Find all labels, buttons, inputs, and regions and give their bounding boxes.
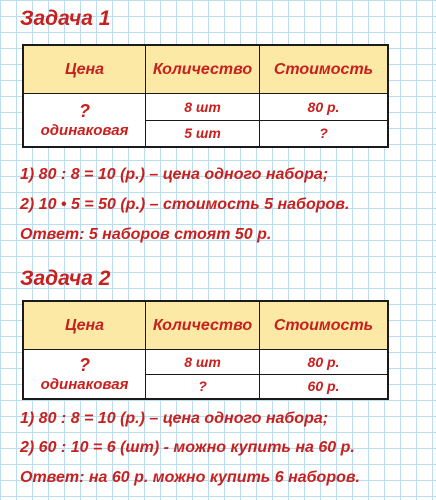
price-cell xyxy=(24,94,146,146)
price-word: одинаковая xyxy=(40,375,129,393)
task2-title: Задача 2 xyxy=(20,267,111,290)
cost-cell xyxy=(260,94,387,146)
price-word: одинаковая xyxy=(40,121,129,139)
task1-title: Задача 1 xyxy=(20,7,111,30)
task2-step-1: 1) 80 : 8 = 10 (р.) – цена одного набора; xyxy=(20,410,329,427)
task1-answer: Ответ: 5 наборов стоят 50 р. xyxy=(20,226,272,243)
quantity-value-1: 8 шт xyxy=(146,94,259,121)
price-question: ? xyxy=(79,355,90,376)
table-header-row xyxy=(24,46,387,94)
cost-value-2: ? xyxy=(319,125,328,142)
price-question: ? xyxy=(79,101,90,122)
header-cost: Стоимость xyxy=(260,302,387,350)
table-header-row xyxy=(24,302,387,350)
cost-value-1: 80 р. xyxy=(260,94,387,121)
quantity-value-1: 8 шт xyxy=(146,350,259,375)
price-cell xyxy=(24,350,146,398)
quantity-cell xyxy=(146,94,260,146)
cost-value-1: 80 р. xyxy=(260,350,387,375)
cost-value-2: 60 р. xyxy=(307,378,340,395)
task2-answer: Ответ: на 60 р. можно купить 6 наборов. xyxy=(20,469,360,486)
quantity-value-2: ? xyxy=(198,378,207,395)
task1-step-1: 1) 80 : 8 = 10 (р.) – цена одного набора; xyxy=(20,166,329,183)
task2-table xyxy=(22,300,389,400)
cost-cell xyxy=(260,350,387,398)
table-row xyxy=(24,94,387,146)
quantity-value-2: 5 шт xyxy=(184,125,221,142)
header-quantity: Количество xyxy=(146,46,260,94)
header-price: Цена xyxy=(24,46,146,94)
quantity-cell xyxy=(146,350,260,398)
task1-table xyxy=(22,44,389,148)
header-price: Цена xyxy=(24,302,146,350)
header-quantity: Количество xyxy=(146,302,260,350)
table-row xyxy=(24,350,387,398)
task2-step-2: 2) 60 : 10 = 6 (шт) - можно купить на 60 р. xyxy=(20,439,355,456)
header-cost: Стоимость xyxy=(260,46,387,94)
task1-step-2: 2) 10 • 5 = 50 (р.) – стоимость 5 наборов. xyxy=(20,196,350,213)
